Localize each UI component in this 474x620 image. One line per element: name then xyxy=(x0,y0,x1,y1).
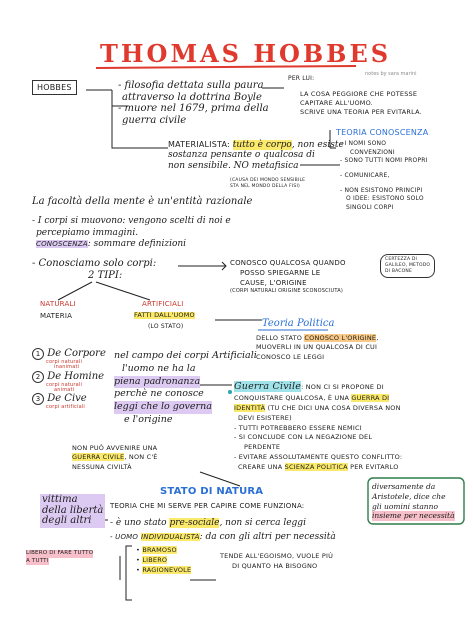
works-mid-2: l'uomo ne ha la xyxy=(122,362,196,374)
aristotele-line-4: insieme per necessità xyxy=(372,511,455,521)
stato-label: (LO STATO) xyxy=(148,323,184,330)
materialista-highlight: tutto è corpo xyxy=(232,140,292,150)
intro-line-4: guerra civile xyxy=(122,114,187,126)
guerra-line-4: DEVI ESISTERE) xyxy=(238,413,292,422)
intro-block xyxy=(118,80,269,126)
teoria-politica-line-3: CONOSCO LE LEGGI xyxy=(256,352,325,361)
stato-natura-line-3-end: : da con gli altri per necessità xyxy=(199,532,336,542)
stato-natura-line-1: TEORIA CHE MI SERVE PER CAPIRE COME FUNZIONA: xyxy=(110,502,305,510)
page-title: THOMAS HOBBES xyxy=(100,39,392,68)
works-mid-4: perchè ne conosce xyxy=(114,388,204,400)
stato-natura-line-3-start: - UOMO xyxy=(110,533,139,541)
guerra-line-9-end: PER EVITARLO xyxy=(350,462,399,471)
work-2-number: 2 xyxy=(32,371,44,383)
conoscenza-rest: : sommare definizioni xyxy=(87,239,187,250)
certezza-box xyxy=(380,254,435,278)
guerra-line-9 xyxy=(234,463,402,473)
aristotele-note xyxy=(372,482,455,521)
guerra-line-3-rest: (TU CHE DICI UNA COSA DIVERSA NON xyxy=(267,404,401,412)
works-mid-3: piena padronanza xyxy=(114,375,201,387)
conoscenza-item-7: SINGOLI CORPI xyxy=(346,204,394,212)
works-mid-5: leggi che lo governa xyxy=(114,401,212,413)
guerra-line-9-start: CREARE UNA xyxy=(238,462,283,471)
guerra-line-2 xyxy=(234,394,402,404)
item-ragionevole-text: RAGIONEVOLE xyxy=(142,565,192,574)
teoria-politica-line-1-rest: , xyxy=(376,334,379,342)
libero-line-2: A TUTTI xyxy=(26,557,49,564)
fatti-label: FATTI DALL'UOMO xyxy=(134,311,195,319)
conosco-line-1: CONOSCO QUALCOSA QUANDO xyxy=(230,259,346,267)
certezza-line-1: CERTEZZA DI xyxy=(385,257,418,262)
stato-natura-line-3 xyxy=(110,532,336,542)
vittima-line-1: vittima xyxy=(42,494,78,505)
conosco-line-3: CAUSE, L'ORIGINE xyxy=(240,279,307,288)
tende-block xyxy=(220,552,333,572)
conoscenza-item-1: - I NOMI SONO xyxy=(340,140,387,147)
guerra-block xyxy=(234,380,402,472)
corpi-line-1: - I corpi si muovono: vengono scelti di noi e xyxy=(32,216,231,226)
tende-line-2: DI QUANTO HA BISOGNO xyxy=(232,561,318,570)
corpi-block xyxy=(32,216,231,251)
right-top-line-2: CAPITARE ALL'UOMO. xyxy=(300,99,373,108)
stato-natura-line-2-start: - è uno stato xyxy=(110,518,167,528)
stato-natura-items xyxy=(136,546,191,575)
stato-natura-title: STATO DI NATURA xyxy=(160,486,264,497)
guerra-line-2-start: CONQUISTARE QUALCOSA, È UNA xyxy=(234,394,350,403)
item-bramoso: • BRAMOSO xyxy=(136,546,177,554)
work-1-sub: corpi naturali xyxy=(46,359,83,365)
stato-natura-line-2-hl: pre-sociale xyxy=(169,518,220,528)
conosco-line-4: (CORPI NATURALI ORIGINE SCONOSCIUTA) xyxy=(230,288,343,295)
conoscenza-item-3: - SONO TUTTI NOMI PROPRI xyxy=(340,157,428,165)
works-list xyxy=(32,348,106,410)
aristotele-line-3: gli uomini stanno xyxy=(372,501,438,511)
work-1-sub2: inanimati xyxy=(54,364,80,371)
materialista-note xyxy=(230,178,305,189)
hobbes-box: HOBBES xyxy=(32,80,77,95)
materialista-label: MATERIALISTA: xyxy=(168,140,230,149)
tende-line-1: TENDE ALL'EGOISMO, VUOLE PIÙ xyxy=(220,552,334,560)
guerra-hl: GUERRA DI xyxy=(351,394,390,403)
stato-natura-line-2 xyxy=(110,518,306,528)
stato-natura-line-2-end: , non si cerca leggi xyxy=(219,518,306,528)
guerra-line-6: - SI CONCLUDE CON LA NEGAZIONE DEL xyxy=(234,433,373,442)
materialista-note-1: (CAUSA DEI MONDO SENSIBILE xyxy=(230,178,306,183)
guerra-line-3-hl: IDENTITÀ xyxy=(234,404,266,412)
materia-label: MATERIA xyxy=(40,312,73,320)
guerra-line-8: - EVITARE ASSOLUTAMENTE QUESTO CONFLITTO: xyxy=(234,452,403,461)
right-top-line-1: LA COSA PEGGIORE CHE POTESSE xyxy=(300,90,418,98)
libero-line-1: LIBERO DI FARE TUTTO xyxy=(26,550,94,556)
works-mid-6: e l'origine xyxy=(124,414,173,426)
works-mid-1: nel campo dei corpi Artificiali xyxy=(114,350,257,361)
non-puo-line-2 xyxy=(72,453,158,462)
item-libero-text: LIBERO xyxy=(142,555,168,564)
guerra-label: Guerra Civile xyxy=(234,381,302,392)
stato-natura-line-3-hl: INDIVIDUALISTA xyxy=(141,533,200,541)
conoscenza-item-2: CONVENZIONI xyxy=(350,148,395,156)
right-top-block xyxy=(300,90,422,117)
certezza-line-3: DI BACONE xyxy=(385,269,413,275)
libero-block xyxy=(26,550,93,565)
conoscenza-label: CONOSCENZA xyxy=(36,240,88,249)
teoria-politica-line-1-start: DELLO STATO xyxy=(256,334,303,342)
conoscenza-item-5: - NON ESISTONO PRINCIPI xyxy=(340,186,423,194)
item-ragionevole: • RAGIONEVOLE xyxy=(136,565,192,574)
materialista-line-2: sostanza pensante o qualcosa di xyxy=(168,150,315,161)
materialista-note-2: STA NEL MONDO DELLA FISI) xyxy=(230,183,300,189)
work-3-title: De Cive xyxy=(47,393,87,404)
work-2-title: De Homine xyxy=(47,370,105,382)
vittima-line-3: degli altri xyxy=(42,515,92,526)
non-puo-block xyxy=(72,444,158,472)
right-top-line-3: SCRIVE UNA TEORIA PER EVITARLA. xyxy=(300,108,422,117)
materialista-line-1-rest: , non esiste xyxy=(291,140,344,150)
work-2 xyxy=(32,371,106,383)
teoria-politica-line-1 xyxy=(256,334,378,343)
conosco-block xyxy=(230,258,346,296)
corpi-line-2: percepiamo immagini. xyxy=(36,227,139,238)
guerra-line-9-hl: SCIENZA POLITICA xyxy=(284,462,348,471)
teoria-conoscenza-list xyxy=(340,140,428,213)
conoscenza-definition xyxy=(32,239,231,251)
work-1-title: De Corpore xyxy=(47,348,106,359)
aristotele-line-1: diversamente da xyxy=(372,482,436,491)
teoria-politica-title: Teoria Politica xyxy=(262,318,335,329)
author-signature: notes by sara marini xyxy=(365,71,417,77)
conosciamo-line-2: 2 TIPI: xyxy=(88,270,123,281)
item-libero: • LIBERO xyxy=(136,555,168,564)
materialista-line-3: non sensibile. NO metafisica xyxy=(168,160,299,171)
teoria-conoscenza-title: TEORIA CONOSCENZA xyxy=(336,128,429,137)
guerra-line-1-rest: : NON CI SI PROPONE DI xyxy=(301,383,384,391)
non-puo-line-3: NESSUNA CIVILTÀ xyxy=(72,462,132,471)
per-lui-label: PER LUI: xyxy=(288,75,315,82)
materialista-block xyxy=(168,140,344,171)
work-3-number: 3 xyxy=(32,393,44,405)
work-2-sub2: animati xyxy=(54,386,75,393)
teoria-politica-highlight: CONOSCO L'ORIGINE xyxy=(304,334,377,342)
vittima-block xyxy=(40,494,105,528)
naturali-label: NATURALI xyxy=(40,300,76,308)
certezza-line-2: GALILEO, METODO xyxy=(385,263,431,269)
guerra-line-1 xyxy=(234,380,402,394)
work-3-sub: corpi artificiali xyxy=(46,404,86,410)
intro-line-3: - muore nel 1679, prima della xyxy=(118,103,269,114)
guerra-line-7: PERDENTE xyxy=(244,443,281,451)
artificiali-label: ARTIFICIALI xyxy=(142,300,184,308)
teoria-politica-line-2: MUOVERLI IN UN QUALCOSA DI CUI xyxy=(256,343,378,352)
non-puo-line-1: NON PUÒ AVVENIRE UNA xyxy=(72,444,158,452)
intro-line-1: - filosofia dettata sulla paura xyxy=(118,80,264,91)
work-1-number: 1 xyxy=(32,348,44,360)
conosciamo-line-1: - Conosciamo solo corpi: xyxy=(32,258,157,269)
guerra-line-5: - TUTTI POTREBBERO ESSERE NEMICI xyxy=(234,423,362,432)
aristotele-line-2: Aristotele, dice che xyxy=(372,491,446,501)
facolta-line: La facoltà della mente è un'entità razionale xyxy=(32,196,253,207)
conoscenza-item-6: O IDEE: ESISTONO SOLO xyxy=(346,195,424,203)
intro-line-2: attraverso la dottrina Boyle xyxy=(122,91,262,103)
conosco-line-2: POSSO SPIEGARNE LE xyxy=(240,269,321,278)
teoria-politica-block xyxy=(256,334,378,362)
item-bramoso-text: BRAMOSO xyxy=(142,546,177,554)
work-2-sub: corpi naturali xyxy=(46,381,83,388)
guerra-line-3 xyxy=(234,404,402,414)
materialista-line-1 xyxy=(168,140,344,150)
vittima-line-2: della libertà xyxy=(42,504,104,516)
conoscenza-item-4: - COMUNICARE, xyxy=(340,172,390,180)
non-puo-hl: GUERRA CIVILE xyxy=(72,453,125,462)
non-puo-line-2-rest: , NON C'È xyxy=(124,453,158,462)
